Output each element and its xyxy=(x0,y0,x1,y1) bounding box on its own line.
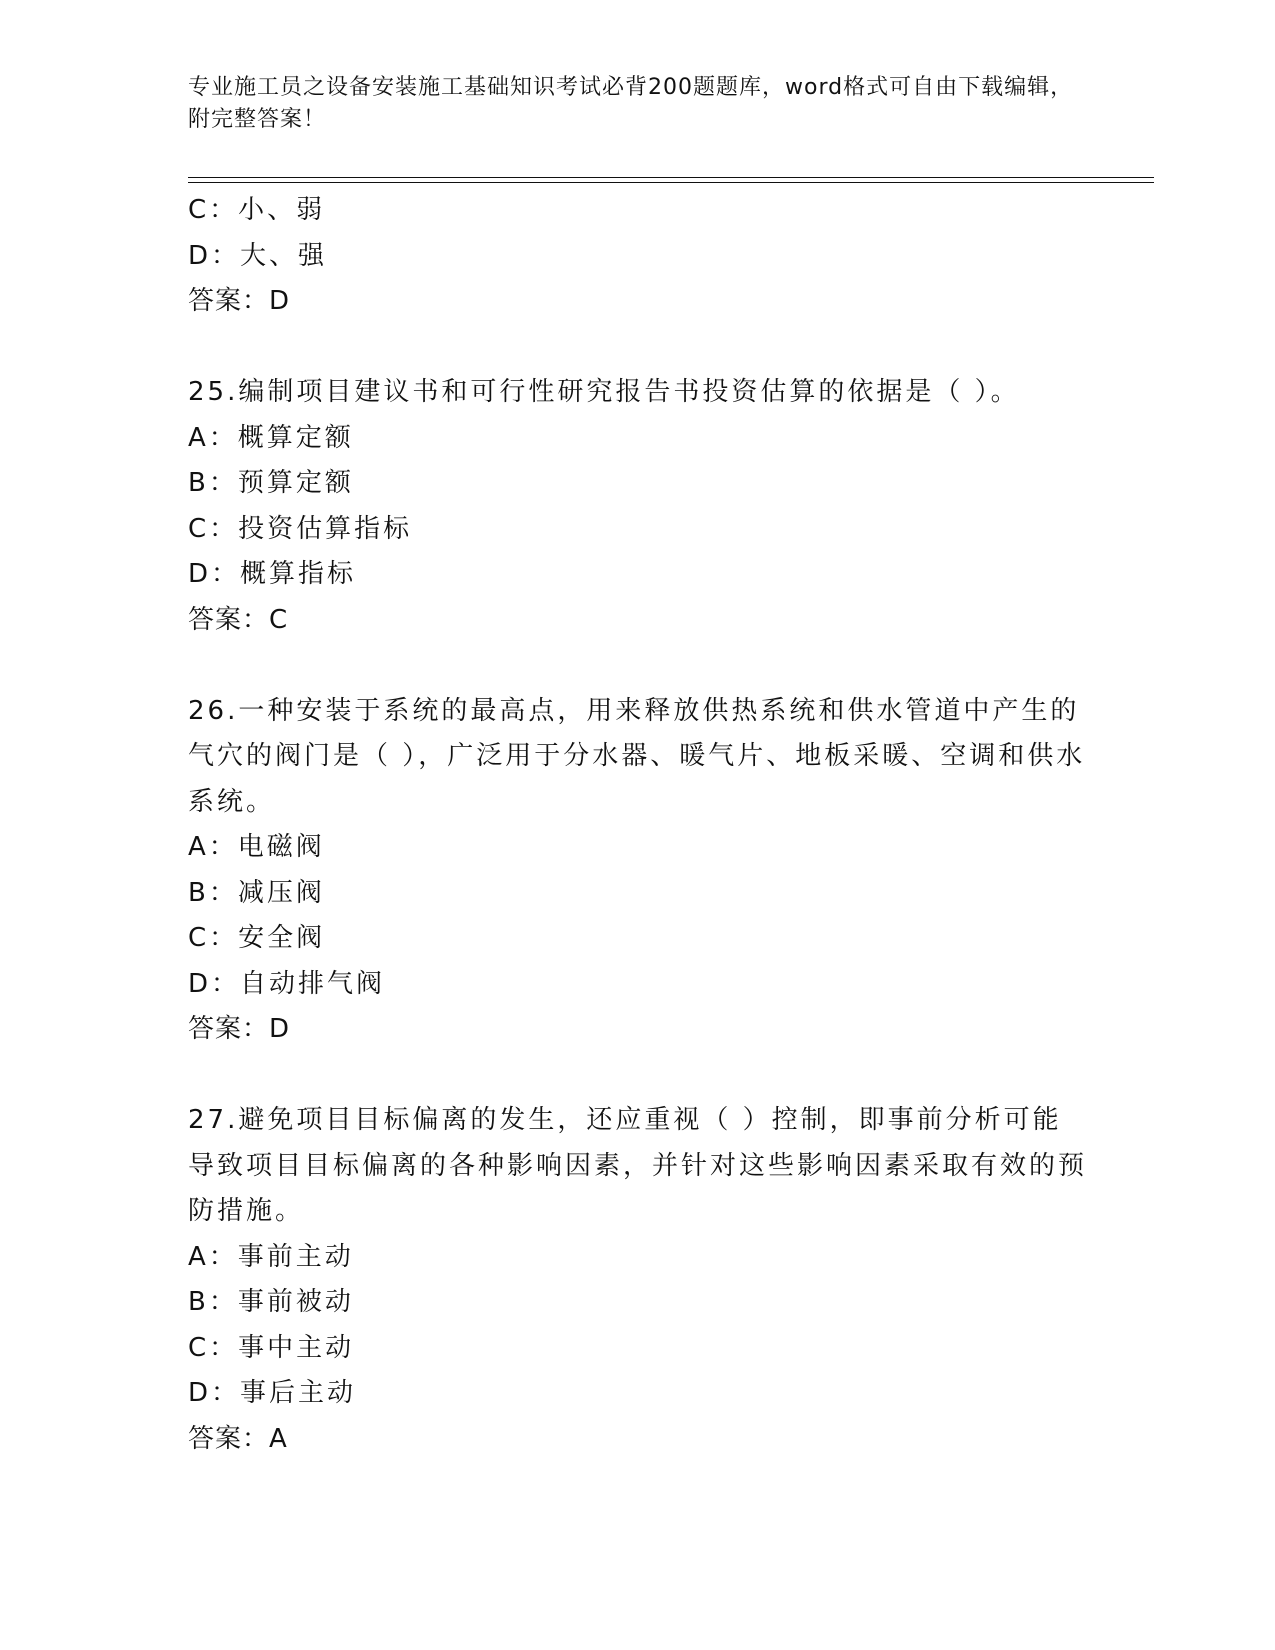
option-c: C：小、弱 xyxy=(188,195,326,225)
spacer xyxy=(188,643,1088,689)
option-c: C：事中主动 xyxy=(188,1332,355,1363)
answer-line: 答案：A xyxy=(188,1423,288,1454)
option-b: B：事前被动 xyxy=(188,1287,354,1317)
option-b: B：减压阀 xyxy=(188,877,325,908)
option-d: D：概算指标 xyxy=(188,559,357,589)
spacer xyxy=(188,1053,1088,1099)
option-d: D：自动排气阀 xyxy=(188,968,386,999)
option-d: D：大、强 xyxy=(188,240,328,271)
option-b: B：预算定额 xyxy=(188,468,354,498)
option-d: D：事后主动 xyxy=(188,1378,357,1408)
answer-line: 答案：D xyxy=(188,1014,291,1044)
option-c: C：安全阀 xyxy=(188,923,326,953)
option-a: A：电磁阀 xyxy=(188,832,325,862)
document-body xyxy=(188,188,1088,1462)
question-block-27 xyxy=(188,1098,1088,1462)
option-a: A：事前主动 xyxy=(188,1241,354,1272)
header-divider-top xyxy=(188,177,1154,178)
question-block-26 xyxy=(188,689,1088,1053)
answer-line: 答案：D xyxy=(188,286,291,316)
option-a: A：概算定额 xyxy=(188,422,354,453)
question-text: 26.一种安装于系统的最高点，用来释放供热系统和供水管道中产生的气穴的阀门是（ ），广泛用于分水器、暖气片、地板采暖、空调和供水系统。 xyxy=(188,695,1086,817)
answer-line: 答案：C xyxy=(188,604,289,635)
option-c: C：投资估算指标 xyxy=(188,513,413,544)
question-text: 25.编制项目建议书和可行性研究报告书投资估算的依据是（ ）。 xyxy=(188,377,1020,407)
spacer xyxy=(188,325,1088,371)
question-text: 27.避免项目目标偏离的发生，还应重视（ ）控制，即事前分析可能导致项目目标偏离的各种影响因素，并针对这些影响因素采取有效的预防措施。 xyxy=(188,1105,1088,1226)
document-header: 专业施工员之设备安装施工基础知识考试必背200题题库，word格式可自由下载编辑，附完整答案！ xyxy=(188,75,1074,132)
question-block-partial xyxy=(188,188,1088,325)
question-block-25 xyxy=(188,370,1088,643)
header-divider-bottom xyxy=(188,182,1154,183)
